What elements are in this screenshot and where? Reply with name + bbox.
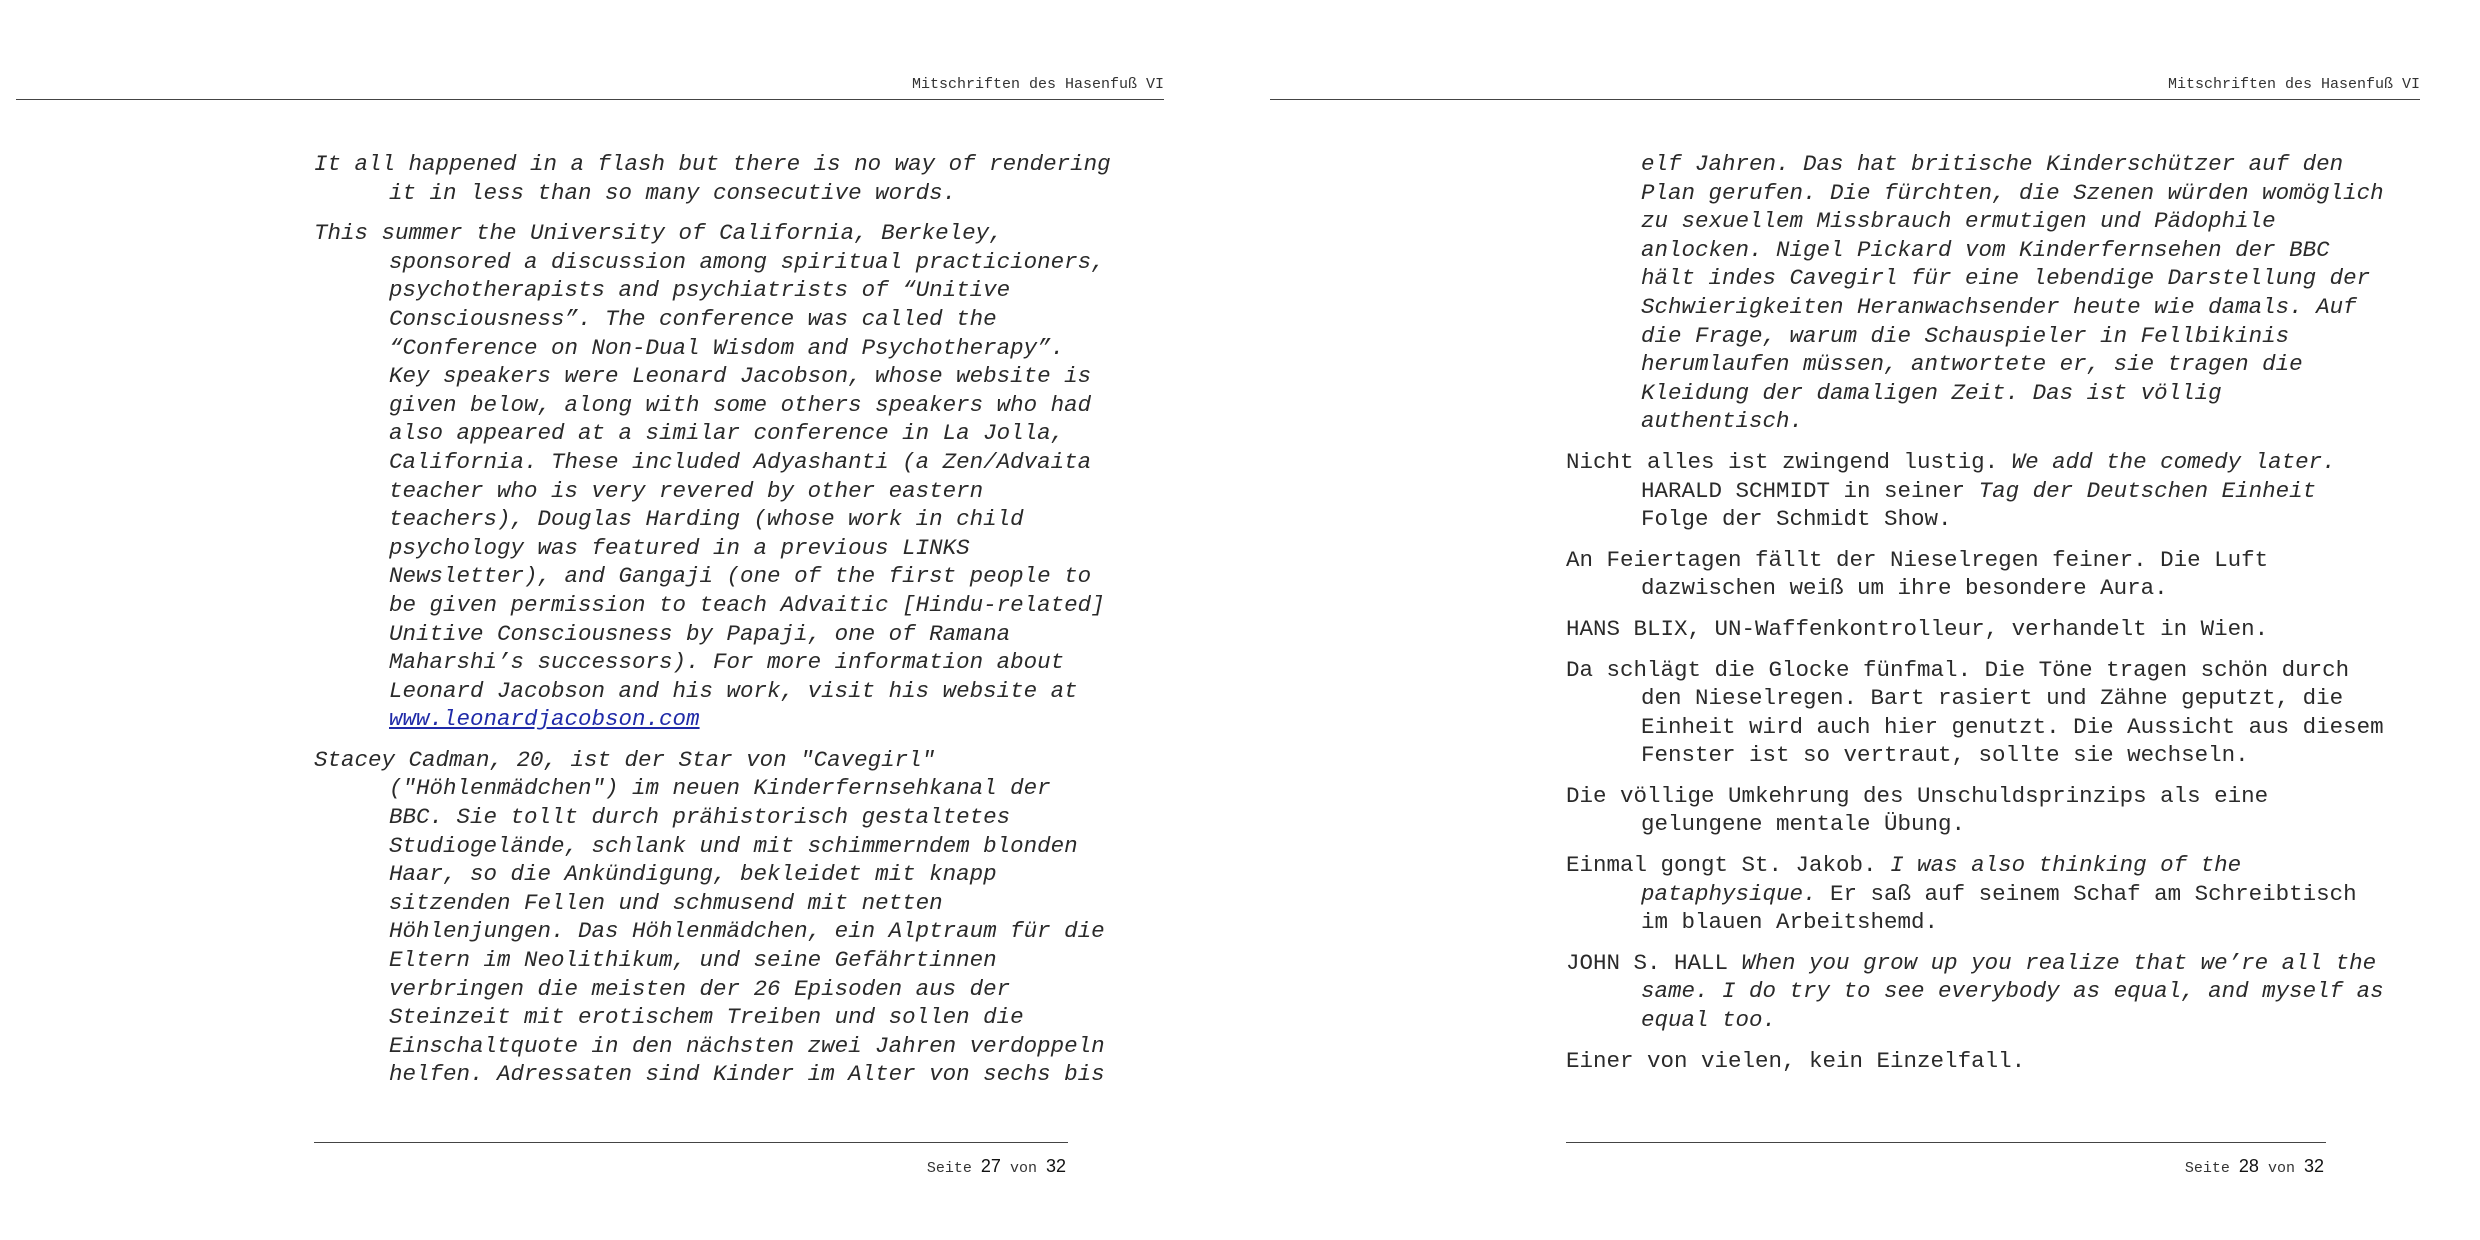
- page-left: [0, 0, 1200, 1240]
- paragraph: Die völlige Umkehrung des Unschuldsprinzips als eine gelungene mentale Übung.: [1566, 782, 2269, 838]
- page-number: 27: [980, 1156, 1001, 1176]
- text-run: HARALD SCHMIDT in seiner: [1641, 477, 1966, 504]
- footer-prefix: Seite: [2184, 1160, 2230, 1177]
- title-run: Tag der Deutschen Einheit: [1978, 477, 2317, 504]
- paragraph: Stacey Cadman, 20, ist der Star von "Cavegirl" ("Höhlenmädchen") im neuen Kinderfernsehkanal der BBC. Sie tollt durch prähistorisch gestaltetes Studiogelände, schlank und mit schimmerndem blonden Haar, so die Ankündigung, bekleidet mit knapp sitzenden Fellen und schmusend mit netten Höhlenjungen. Das Höhlenmädchen, ein Alptraum für die Eltern im Neolithikum, und seine Gefährtinnen verbringen die meisten der 26 Episoden aus der Steinzeit mit erotischem Treiben und sollen die Einschaltquote in den nächsten zwei Jahren verdoppeln helfen. Adressaten sind Kinder im Alter von sechs bis: [314, 746, 1105, 1088]
- footer-middle: von: [1009, 1160, 1037, 1177]
- paragraph: [314, 219, 1114, 734]
- running-header: Mitschriften des Hasenfuß VI: [16, 76, 1164, 100]
- paragraph: An Feiertagen fällt der Nieselregen feiner. Die Luft dazwischen weiß um ihre besondere Aura.: [1566, 546, 2269, 602]
- quote-run: I was also thinking of the pataphysique.: [1641, 852, 2242, 907]
- text-run: Einmal gongt St. Jakob.: [1566, 852, 1877, 879]
- page-footer: [314, 1156, 1066, 1177]
- paragraph: Einer von vielen, kein Einzelfall.: [1566, 1047, 2026, 1074]
- paragraph: [1566, 448, 2386, 534]
- text-run: Er saß auf seinem Schaf am Schreibtisch im blauen Arbeitshemd.: [1641, 880, 2357, 936]
- page-total: 32: [2303, 1156, 2324, 1176]
- paragraph: Da schlägt die Glocke fünfmal. Die Töne tragen schön durch den Nieselregen. Bart rasiert und Zähne geputzt, die Einheit wird auch hier genutzt. Die Aussicht aus diesem Fenster ist so vertraut, sollte sie wechseln.: [1566, 656, 2384, 769]
- website-link[interactable]: www.leonardjacobson.com: [389, 706, 700, 733]
- page-body: [1566, 150, 2386, 1087]
- footer-rule: [314, 1142, 1068, 1143]
- paragraph: HANS BLIX, UN-Waffenkontrolleur, verhandelt in Wien.: [1566, 615, 2269, 642]
- paragraph-continuation: elf Jahren. Das hat britische Kinderschützer auf den Plan gerufen. Die fürchten, die Szenen würden womöglich zu sexuellem Missbrauch ermutigen und Pädophile anlocken. Nigel Pickard vom Kinderfernsehen der BBC hält indes Cavegirl für eine lebendige Darstellung der Schwierigkeiten Heranwachsender heute wie damals. Auf die Frage, warum die Schauspieler in Fellbikinis herumlaufen müssen, antwortete er, sie tragen die Kleidung der damaligen Zeit. Das ist völlig authentisch.: [1641, 151, 2384, 435]
- page-total: 32: [1045, 1156, 1066, 1176]
- paragraph: [1566, 949, 2386, 1035]
- quote-run: We add the comedy later.: [2011, 448, 2336, 475]
- page-footer: [1566, 1156, 2324, 1177]
- page-body: [314, 150, 1114, 1101]
- footer-rule: [1566, 1142, 2326, 1143]
- text-run: Folge der Schmidt Show.: [1641, 506, 1952, 533]
- paragraph: It all happened in a flash but there is no way of rendering it in less than so many consecutive words.: [314, 151, 1111, 206]
- text-run: Nicht alles ist zwingend lustig.: [1566, 448, 1999, 475]
- footer-prefix: Seite: [926, 1160, 972, 1177]
- running-header: Mitschriften des Hasenfuß VI: [1270, 76, 2420, 100]
- page-right: [1254, 0, 2454, 1240]
- text-run: JOHN S. HALL: [1566, 949, 1729, 976]
- page-number: 28: [2238, 1156, 2259, 1176]
- quote-run: When you grow up you realize that we’re all the same. I do try to see everybody as equal, and myself as equal too.: [1641, 949, 2384, 1034]
- footer-middle: von: [2267, 1160, 2295, 1177]
- paragraph: [1566, 851, 2386, 937]
- paragraph-text: This summer the University of California, Berkeley, sponsored a discussion among spiritual practicioners, psychotherapists and psychiatrists of “Unitive Consciousness”. The conference was called the “Conference on Non-Dual Wisdom and Psychotherapy”. Key speakers were Leonard Jacobson, whose website is given below, along with some others speakers who had also appeared at a similar conference in La Jolla, California. These included Adyashanti (a Zen/Advaita teacher who is very revered by other eastern teachers), Douglas Harding (whose work in child psychology was featured in a previous LINKS Newsletter), and Gangaji (one of the first people to be given permission to teach Advaitic [Hindu-related] Unitive Consciousness by Papaji, one of Ramana Maharshi’s successors). For more information about Leonard Jacobson and his work, visit his website at: [314, 220, 1105, 704]
